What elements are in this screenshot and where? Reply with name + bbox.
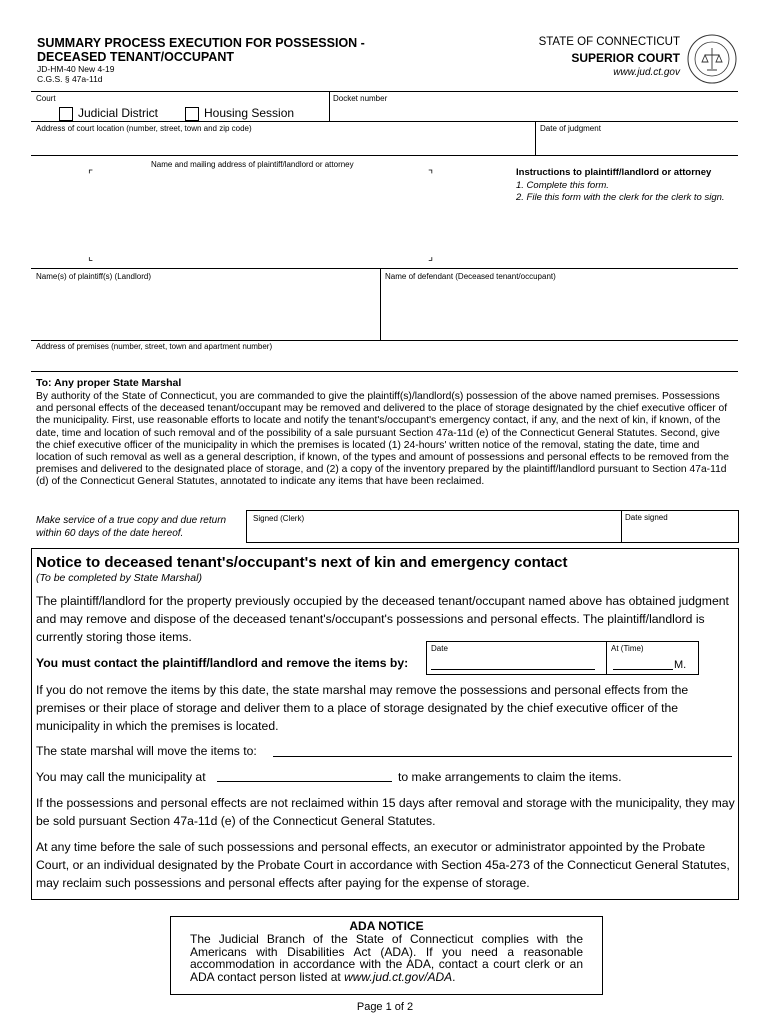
judicial-district-checkbox[interactable] <box>59 107 73 121</box>
date-judgment-label: Date of judgment <box>540 124 601 133</box>
plaintiff-address-label: Name and mailing address of plaintiff/landlord or attorney <box>151 160 354 169</box>
notice-subtitle: (To be completed by State Marshal) <box>36 572 202 584</box>
state-name: STATE OF CONNECTICUT <box>538 36 680 48</box>
state-seal-icon <box>686 33 738 85</box>
form-id: JD-HM-40 New 4-19 <box>37 64 115 74</box>
ada-text <box>171 933 602 983</box>
move-items-label: The state marshal will move the items to: <box>36 744 257 758</box>
court-address-label: Address of court location (number, street, town and zip code) <box>36 124 252 133</box>
notice-paragraph-1: The plaintiff/landlord for the property previously occupied by the deceased tenant/occupant named above has obtained judgment and may remove and dispose of the deceased tenant's/occupant's possessions and personal effects. The plaintiff/landlord is currently storing those items. <box>36 594 729 644</box>
housing-session-checkbox[interactable] <box>185 107 199 121</box>
plaintiff-names-label: Name(s) of plaintiff(s) (Landlord) <box>36 272 152 281</box>
removal-date-label: Date <box>431 644 448 653</box>
judicial-district-label: Judicial District <box>78 106 159 120</box>
notice-title: Notice to deceased tenant's/occupant's next of kin and emergency contact <box>36 554 568 571</box>
call-suffix: to make arrangements to claim the items. <box>398 770 622 784</box>
court-name: SUPERIOR COURT <box>571 51 680 65</box>
instruction-1: 1. Complete this form. <box>516 180 609 191</box>
ada-title: ADA NOTICE <box>349 919 424 933</box>
address-corner-bottom-right: ⌟ <box>428 251 434 263</box>
premises-address-label: Address of premises (number, street, town and apartment number) <box>36 342 273 351</box>
to-marshal-heading: To: Any proper State Marshal <box>36 377 182 389</box>
instructions-title: Instructions to plaintiff/landlord or attorney <box>516 167 712 178</box>
address-corner-bottom-left: ⌞ <box>88 251 94 263</box>
signed-clerk-label: Signed (Clerk) <box>253 514 305 523</box>
address-corner-top-right: ⌝ <box>428 169 434 181</box>
ada-notice-box <box>170 916 603 995</box>
form-title-line2: DECEASED TENANT/OCCUPANT <box>37 50 234 64</box>
notice-paragraph-2: If you do not remove the items by this date, the state marshal may remove the possessions and personal effects from the premises or their place of storage and deliver them to a place of storage designated by the chief executive officer of the municipality in which the premises is located. <box>36 683 689 733</box>
website-link[interactable]: www.jud.ct.gov <box>613 67 680 78</box>
defendant-label: Name of defendant (Deceased tenant/occupant) <box>385 272 556 281</box>
contact-instruction: You must contact the plaintiff/landlord and remove the items by: <box>36 656 409 670</box>
storage-location-line[interactable] <box>273 756 732 757</box>
service-instruction: Make service of a true copy and due return within 60 days of the date hereof. <box>36 515 227 539</box>
municipality-phone-line[interactable] <box>217 781 392 782</box>
page-number: Page 1 of 2 <box>356 1001 414 1013</box>
notice-paragraph-3: If the possessions and personal effects are not reclaimed within 15 days after removal and storage with the municipality, they may be sold pursuant Section 47a-11d (e) of the Connecticut General Statutes. <box>36 796 735 828</box>
judicial-district-option[interactable] <box>59 106 158 121</box>
notice-paragraph-4: At any time before the sale of such possessions and personal effects, an executor or administrator appointed by the Probate Court, or an individual designated by the Probate Court in accordance with Section 45a-273 of the Connecticut General Statutes, may reclaim such possessions and personal effects after paying for the expense of storage. <box>36 840 730 890</box>
time-suffix: M. <box>674 659 687 671</box>
address-corner-top-left: ⌜ <box>88 169 94 181</box>
ada-text-main: The Judicial Branch of the State of Connecticut complies with the Americans with Disabilities Act (ADA). If you need a reasonable accommodation in accordance with the ADA, contact a court clerk or an ADA contact person listed at <box>190 932 583 984</box>
statute-ref: C.G.S. § 47a-11d <box>37 74 103 84</box>
instruction-2: 2. File this form with the clerk for the clerk to sign. <box>516 192 725 203</box>
authority-paragraph: By authority of the State of Connecticut, you are commanded to give the plaintiff(s)/landlord(s) possession of the above named premises. Possessions and personal effects of the deceased tenant/occupant may be removed and delivered to the place of storage designated by the chief executive officer of the municipality. First, use reasonable efforts to locate and notify the tenant's/occupant's emergency contact, if any, and the next of kin, if known, of the date, time and location of such removal and of the possibility of a sale pursuant Section 47a-11d (e) of the Connecticut General Statutes. Second, give the chief executive officer of the municipality in which the premises is located (1) 24-hours' written notice of the removal, stating the date, time and location of such removal as well as a general description, if known, of the types and amount of possessions and personal effects to be removed from the premises and delivered to the designated place of storage, and (2) a copy of the inventory prepared by the plaintiff/landlord pursuant to Section 47a-11d (d) of the Connecticut General Statutes, annotated to indicate any items that have been reclaimed. <box>36 391 729 488</box>
housing-session-label: Housing Session <box>204 106 295 120</box>
docket-label: Docket number <box>333 94 388 103</box>
date-signed-label: Date signed <box>625 513 668 522</box>
housing-session-option[interactable] <box>185 106 294 121</box>
ada-link[interactable]: www.jud.ct.gov/ADA <box>344 969 453 984</box>
removal-date-time-field[interactable] <box>426 641 699 675</box>
form-title-line1: SUMMARY PROCESS EXECUTION FOR POSSESSION - <box>37 36 365 50</box>
call-municipality-label: You may call the municipality at <box>36 770 206 784</box>
removal-time-label: At (Time) <box>611 644 644 653</box>
ada-text-end: . <box>452 969 456 984</box>
form-title <box>37 36 365 64</box>
court-label: Court <box>36 94 56 103</box>
clerk-signature-field[interactable] <box>246 510 739 543</box>
